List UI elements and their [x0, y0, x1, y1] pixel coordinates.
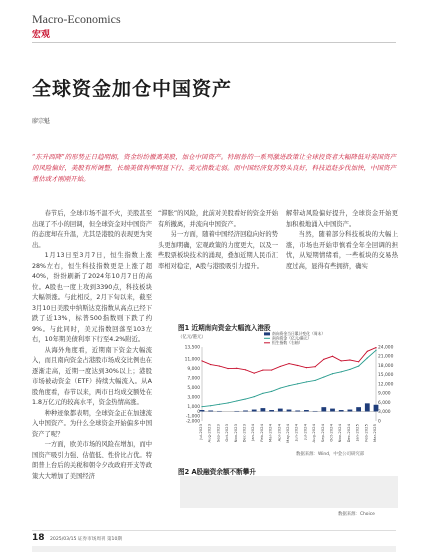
y-tick-label: 1,000 — [187, 405, 200, 411]
x-tick-label: Dec-2024 — [345, 424, 351, 443]
chart-point — [341, 360, 342, 361]
x-tick-label: Feb-2025 — [363, 424, 369, 442]
chart-point — [280, 387, 281, 388]
x-tick-label: May-2024 — [285, 424, 290, 443]
paragraph: 1月13日至3月7日，恒生指数上涨28%左右，恒生科技指数更是上涨了超40%，纷纷刷新了2024年10月7日的高位。A股也一度上攻到3390点，科技板块大幅领涨。与此相反，2月下旬以来，截至3月10日美股中纳斯达克指数从高点已经下跌了近13%，标普500指数则下跌了约9%。与此同时，美元指数回落至103左右，10年期美债利率下行至4.2%附近。 — [32, 252, 152, 343]
section-en-label: Macro-Economics — [32, 12, 121, 26]
y-tick-label: 11,000 — [184, 357, 200, 363]
x-tick-label: Aug-2023 — [206, 424, 212, 443]
chart-point — [219, 366, 220, 367]
series-line — [202, 350, 376, 406]
x-tick-label: Nov-2024 — [337, 424, 343, 443]
x-tick-label: Jul-2024 — [302, 424, 308, 440]
y2-tick-label: 15,000 — [378, 373, 394, 379]
chart-point — [236, 400, 237, 401]
page-number: 18 — [32, 533, 45, 543]
x-tick-label: Dec-2023 — [241, 424, 247, 443]
chart-point — [367, 351, 368, 352]
chart-point — [228, 368, 229, 369]
x-tick-label: Jul-2023 — [198, 424, 203, 440]
chart-bar — [278, 409, 283, 412]
body-column-3 — [286, 209, 398, 272]
chart-point — [323, 376, 324, 377]
article-abstract: “东升西降”的形势正日趋明朗，资金纷纷撤离美股，加仓中国资产。特朗普的一系列激进政策让全球投资者大幅降低对美国资产的风险偏好，美股有所调整，长端美债利率明显下行、美元指数走弱。而中国经济复苏势头良好，科技追赶步伐加快，中国资产重估或才刚刚开始。 — [32, 153, 396, 183]
chart-bar — [252, 410, 257, 412]
chart-bar — [261, 408, 266, 411]
x-tick-label: Mar-2024 — [267, 424, 273, 442]
figure-2-source: 数据来源：Choice — [338, 512, 375, 517]
chart-bar — [348, 410, 353, 412]
paragraph: 当然，随着部分科技板块的大幅上涨，市场也开始审慎看全年全回调的担忧，从短期情绪看，一些板块的交易热度过高，显得有些拥挤，确实 — [286, 231, 398, 270]
legend-label: 南向资金（亿元/港元） — [272, 335, 312, 341]
paragraph: 一方面，欧美市场的风险在增加，而中国资产吸引力强、估值低、性价比占优。特朗普上台后的关税和朝令夕改政府开支等政策大大增加了美国经济 — [32, 441, 152, 480]
body-column-2 — [158, 209, 278, 272]
x-tick-label: Aug-2024 — [311, 424, 317, 443]
chart-bar — [356, 407, 361, 411]
article-title: 全球资金加仓中国资产 — [32, 78, 233, 100]
legend-label: 南向资金当日累计变化（周末） — [272, 331, 326, 336]
y-tick-label: 7,000 — [187, 376, 200, 382]
paragraph: 从海外角度看，近期南下资金大幅流入，而且南向资金占港股市场成交比例也在逐渐走高，近期一度达到30%以上；港股市场被动资金（ETF）持续大幅流入。从A股角度看，春节以来，两市日均成交额处在1.8万亿元的较高水平，资金热情高涨。 — [32, 346, 152, 406]
chart-point — [262, 393, 263, 394]
y2-tick-label: 0 — [378, 419, 381, 425]
x-tick-label: Sep-2023 — [215, 424, 221, 443]
chart-point — [262, 370, 263, 371]
x-tick-label: Mar-2025 — [372, 424, 377, 442]
x-tick-label: Jun-2024 — [293, 424, 299, 441]
chart-point — [288, 363, 289, 364]
chart-point — [271, 370, 272, 371]
y-tick-label: -1,000 — [185, 414, 200, 420]
chart-bar — [304, 410, 309, 411]
chart-point — [315, 366, 316, 367]
chart-point — [236, 368, 237, 369]
paragraph: 解带动风险偏好提升，全球资金开始更加积极地涌入中国资产。 — [286, 210, 398, 228]
y-tick-label: 9,000 — [187, 366, 200, 372]
x-tick-label: Apr-2024 — [276, 424, 282, 442]
chart-bar — [200, 410, 205, 411]
footer-bar — [32, 546, 396, 552]
x-tick-label: Nov-2023 — [232, 424, 238, 443]
chart-bar — [269, 410, 274, 411]
chart-point — [375, 347, 376, 348]
figure-1-source: 数据来源：Wind，中金公司研究部 — [296, 452, 365, 457]
chart-point — [201, 406, 202, 407]
y2-tick-label: 9,000 — [378, 391, 391, 397]
chart-point — [201, 360, 202, 361]
y-tick-label: 13,500 — [184, 345, 200, 351]
paragraph: 春节后，全球市场不温不火，美股甚至出现了不小的回调，但全球资金对中国资产的态度却在升温，尤其是港股的表现更为突出。 — [32, 210, 152, 249]
chart-point — [245, 369, 246, 370]
paragraph: 种种迹象都表明，全球资金正在加速流入中国资产。为什么全球资金开始偏多中国资产了呢？ — [32, 409, 152, 438]
chart-bar — [365, 403, 370, 411]
chart-bar — [243, 410, 248, 411]
chart-point — [332, 356, 333, 357]
chart-point — [306, 367, 307, 368]
chart-bar — [330, 409, 335, 412]
y2-tick-label: 12,000 — [378, 382, 394, 388]
legend-label: 恒生指数（右轴） — [272, 340, 303, 345]
publication-line: 2025/03/15 证券市场周刊 第10期 — [50, 537, 122, 542]
y-tick-label: 5,000 — [187, 385, 200, 391]
chart-point — [349, 369, 350, 370]
x-tick-label: Jan-2025 — [354, 424, 360, 441]
figure-1-chart — [176, 331, 398, 449]
chart-point — [367, 357, 368, 358]
figure-2-title: 图2 A股融资余额不断攀升 — [178, 468, 256, 476]
paragraph: 另一方面，随着中国经济回稳向好的势头更加明确，宏观政策的力度更大，以及一些股票板块技术的涌现，叠加近期人民币汇率相对稳定，A股与港股吸引力提升。 — [158, 231, 278, 270]
y-tick-label: 3,000 — [187, 395, 200, 401]
chart-point — [254, 396, 255, 397]
y2-tick-label: 18,000 — [378, 363, 394, 369]
y2-tick-label: 6,000 — [378, 400, 391, 406]
chart-bar — [374, 405, 379, 412]
chart-bar — [339, 410, 344, 411]
chart-point — [219, 404, 220, 405]
x-tick-label: Jan-2024 — [250, 424, 256, 441]
chart-bar — [208, 410, 213, 411]
body-column-1 — [32, 209, 152, 482]
y-tick-label: 0 — [197, 409, 200, 415]
chart-point — [341, 371, 342, 372]
chart-point — [315, 380, 316, 381]
x-tick-label: Sep-2024 — [319, 424, 325, 443]
y2-tick-label: 21,000 — [378, 354, 394, 360]
chart-bar — [295, 410, 300, 411]
chart-point — [306, 381, 307, 382]
chart-point — [332, 373, 333, 374]
chart-point — [297, 383, 298, 384]
chart-point — [271, 391, 272, 392]
header-divider — [32, 42, 396, 43]
x-tick-label: Oct-2023 — [224, 424, 230, 442]
figure-1-title: 图1 近期南向资金大幅流入港股 — [178, 324, 271, 332]
x-tick-label: Oct-2024 — [328, 424, 334, 442]
chart-point — [280, 366, 281, 367]
article-author: 廖宗魁 — [32, 118, 51, 125]
chart-point — [375, 350, 376, 351]
chart-point — [210, 364, 211, 365]
legend-swatch — [264, 332, 270, 335]
chart-point — [297, 365, 298, 366]
paragraph: “滞胀”的风险，此前对美股看好的资金开始有所撤离，并流向中国资产。 — [158, 210, 278, 228]
chart-point — [245, 398, 246, 399]
chart-point — [358, 361, 359, 362]
chart-point — [210, 405, 211, 406]
section-cn-label: 宏观 — [32, 30, 51, 40]
figure-2-chart-area — [180, 476, 398, 508]
chart-point — [254, 373, 255, 374]
chart-bar — [321, 407, 326, 411]
chart-point — [323, 359, 324, 360]
chart-point — [349, 359, 350, 360]
chart-point — [228, 402, 229, 403]
y-axis-unit-label: （亿元/港元） — [178, 335, 206, 340]
chart-point — [288, 385, 289, 386]
y-tick-label: -2,000 — [185, 419, 200, 425]
chart-point — [358, 365, 359, 366]
chart-bar — [287, 410, 292, 412]
y2-tick-label: 24,000 — [378, 345, 394, 351]
x-tick-label: Feb-2024 — [258, 424, 264, 442]
footer-divider — [32, 530, 396, 531]
y2-tick-label: 3,000 — [378, 410, 391, 416]
